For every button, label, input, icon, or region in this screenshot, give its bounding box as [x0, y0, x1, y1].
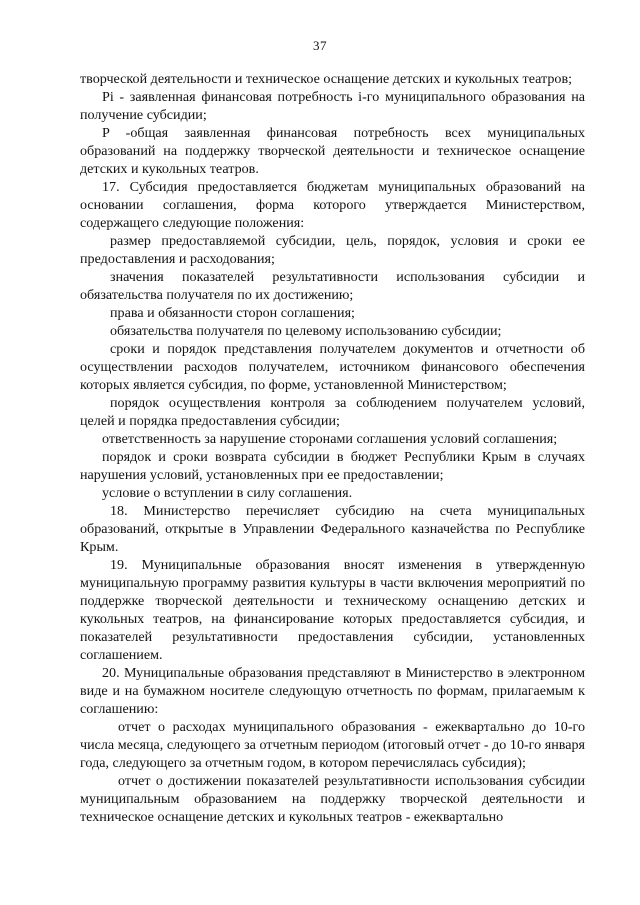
- paragraph-17-provision: условие о вступлении в силу соглашения.: [102, 485, 353, 501]
- paragraph-17-provision: размер предоставляемой субсидии, цель, порядок, условия и сроки ее предоставления и расходования;: [80, 233, 585, 267]
- paragraph-17-provision: ответственность за нарушение сторонами соглашения условий соглашения;: [102, 431, 558, 447]
- paragraph-item-20: 20. Муниципальные образования представляют в Министерство в электронном виде и на бумажном носителе следующую отчетность по формам, прилагаемым к соглашению:: [80, 665, 585, 717]
- paragraph-17-provision: обязательства получателя по целевому использованию субсидии;: [110, 323, 502, 339]
- document-body: [80, 70, 585, 826]
- paragraph-item-19: 19. Муниципальные образования вносят изменения в утвержденную муниципальную программу развития культуры в части включения мероприятий по поддержке творческой деятельности и техническому оснащению детских и кукольных театров, на финансирование которых предоставляется субсидия, и показателей результативности предоставления субсидии, установленных соглашением.: [80, 557, 585, 663]
- paragraph-item-17: 17. Субсидия предоставляется бюджетам муниципальных образований на основании соглашения, форма которого утверждается Министерством, содержащего следующие положения:: [80, 179, 585, 231]
- paragraph-20-report: отчет о расходах муниципального образования - ежеквартально до 10-го числа месяца, следующего за отчетным периодом (итоговый отчет - до 10-го января года, следующего за отчетным годом, в котором перечислялась субсидия);: [80, 719, 585, 771]
- paragraph-p-definition: P -общая заявленная финансовая потребность всех муниципальных образований на поддержку творческой деятельности и техническое оснащение детских и кукольных театров.: [80, 125, 585, 177]
- paragraph-pi-definition: Pi - заявленная финансовая потребность i-го муниципального образования на получение субсидии;: [80, 89, 585, 123]
- paragraph-17-provision: порядок и сроки возврата субсидии в бюджет Республики Крым в случаях нарушения условий, установленных при ее предоставлении;: [80, 449, 585, 483]
- paragraph-17-provision: права и обязанности сторон соглашения;: [110, 305, 355, 321]
- paragraph-17-provision: сроки и порядок представления получателем документов и отчетности об осуществлении расходов получателем, источником финансового обеспечения которых является субсидия, по форме, установленной Министерством;: [80, 341, 585, 393]
- paragraph-continuation: творческой деятельности и техническое оснащение детских и кукольных театров;: [80, 71, 573, 87]
- page-number: 37: [313, 38, 327, 53]
- paragraph-17-provision: порядок осуществления контроля за соблюдением получателем условий, целей и порядка предоставления субсидии;: [80, 395, 585, 429]
- paragraph-17-provision: значения показателей результативности использования субсидии и обязательства получателя по их достижению;: [80, 269, 585, 303]
- paragraph-item-18: 18. Министерство перечисляет субсидию на счета муниципальных образований, открытые в Управлении Федерального казначейства по Республике Крым.: [80, 503, 585, 555]
- paragraph-20-report: отчет о достижении показателей результативности использования субсидии муниципальным образованием на поддержку творческой деятельности и техническое оснащение детских и кукольных театров - ежеквартально: [80, 773, 585, 825]
